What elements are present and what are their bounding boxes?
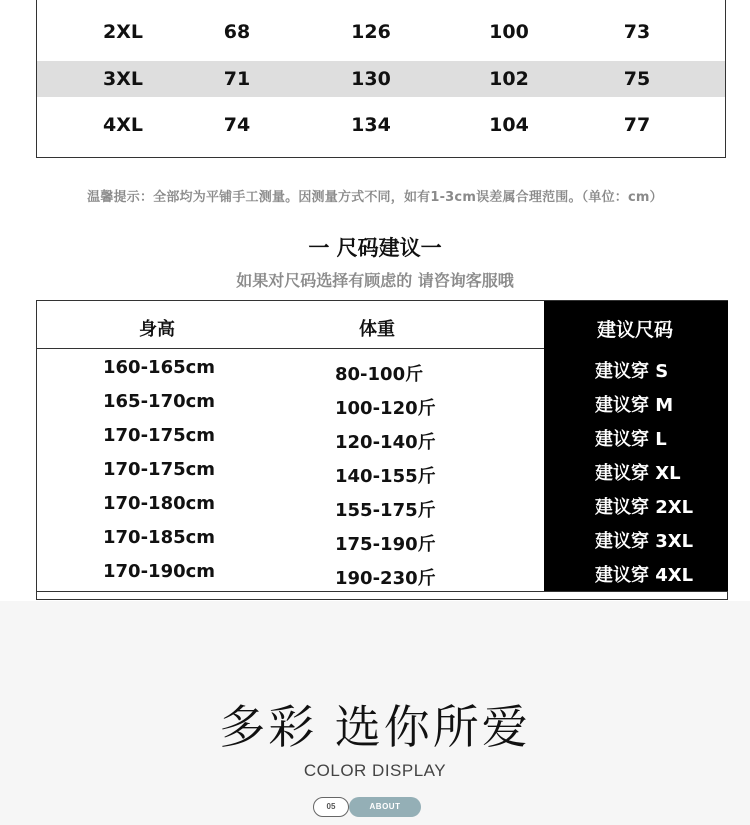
table-row (37, 555, 727, 589)
measurement-note: 温馨提示：全部均为平铺手工测量。因测量方式不同，如有1-3cm误差属合理范围。（单位：cm） (87, 190, 663, 205)
height-cell: 160-165cm (103, 357, 216, 378)
section-subtitle: 如果对尺码选择有顾虑的 请咨询客服哦 (236, 271, 514, 290)
size-cell: 102 (489, 68, 529, 90)
size-cell: 建议穿 2XL (595, 497, 694, 518)
weight-cell: 120-140斤 (335, 432, 436, 453)
header-divider (37, 348, 544, 349)
color-display-title: 多彩 选你所爱 (219, 700, 531, 754)
weight-cell: 80-100斤 (335, 364, 424, 385)
height-cell: 170-175cm (103, 425, 216, 446)
table-row (37, 351, 727, 385)
size-cell: 126 (351, 21, 391, 43)
size-cell: 建议穿 L (595, 429, 667, 450)
size-cell: 建议穿 M (595, 395, 674, 416)
size-cell: 建议穿 S (595, 361, 669, 382)
weight-cell: 175-190斤 (335, 534, 436, 555)
height-cell: 170-180cm (103, 493, 216, 514)
table-row (37, 107, 725, 143)
size-cell: 75 (623, 68, 651, 90)
size-cell: 73 (623, 21, 651, 43)
size-cell: 建议穿 3XL (595, 531, 694, 552)
bottom-divider (37, 591, 727, 592)
section-title: 一 尺码建议一 (308, 236, 442, 260)
weight-cell: 155-175斤 (335, 500, 436, 521)
page-number-badge: 05 (313, 797, 349, 817)
table-row (37, 487, 727, 521)
table-row (37, 521, 727, 555)
table-row (37, 385, 727, 419)
table-row (37, 453, 727, 487)
about-badge: ABOUT (349, 797, 421, 817)
header-recommended-size: 建议尺码 (596, 319, 674, 341)
size-cell: 3XL (103, 68, 143, 90)
weight-cell: 140-155斤 (335, 466, 436, 487)
recommend-table (36, 300, 728, 600)
height-cell: 170-190cm (103, 561, 216, 582)
table-row (37, 14, 725, 50)
size-cell: 134 (351, 114, 391, 136)
size-cell: 4XL (103, 114, 143, 136)
size-cell: 建议穿 XL (595, 463, 681, 484)
size-cell: 2XL (103, 21, 143, 43)
color-display-section (0, 601, 750, 825)
size-cell: 68 (223, 21, 251, 43)
color-display-subtitle: COLOR DISPLAY (303, 761, 447, 780)
header-height: 身高 (139, 319, 175, 340)
size-cell: 100 (489, 21, 529, 43)
height-cell: 170-185cm (103, 527, 216, 548)
size-table (36, 0, 726, 158)
size-cell: 104 (489, 114, 529, 136)
size-cell: 130 (351, 68, 391, 90)
height-cell: 170-175cm (103, 459, 216, 480)
height-cell: 165-170cm (103, 391, 216, 412)
header-weight: 体重 (359, 319, 395, 340)
weight-cell: 190-230斤 (335, 568, 436, 589)
size-cell: 71 (223, 68, 251, 90)
size-cell: 77 (623, 114, 651, 136)
table-row (37, 61, 725, 97)
table-row (37, 419, 727, 453)
size-cell: 建议穿 4XL (595, 565, 694, 586)
size-cell: 74 (223, 114, 251, 136)
weight-cell: 100-120斤 (335, 398, 436, 419)
